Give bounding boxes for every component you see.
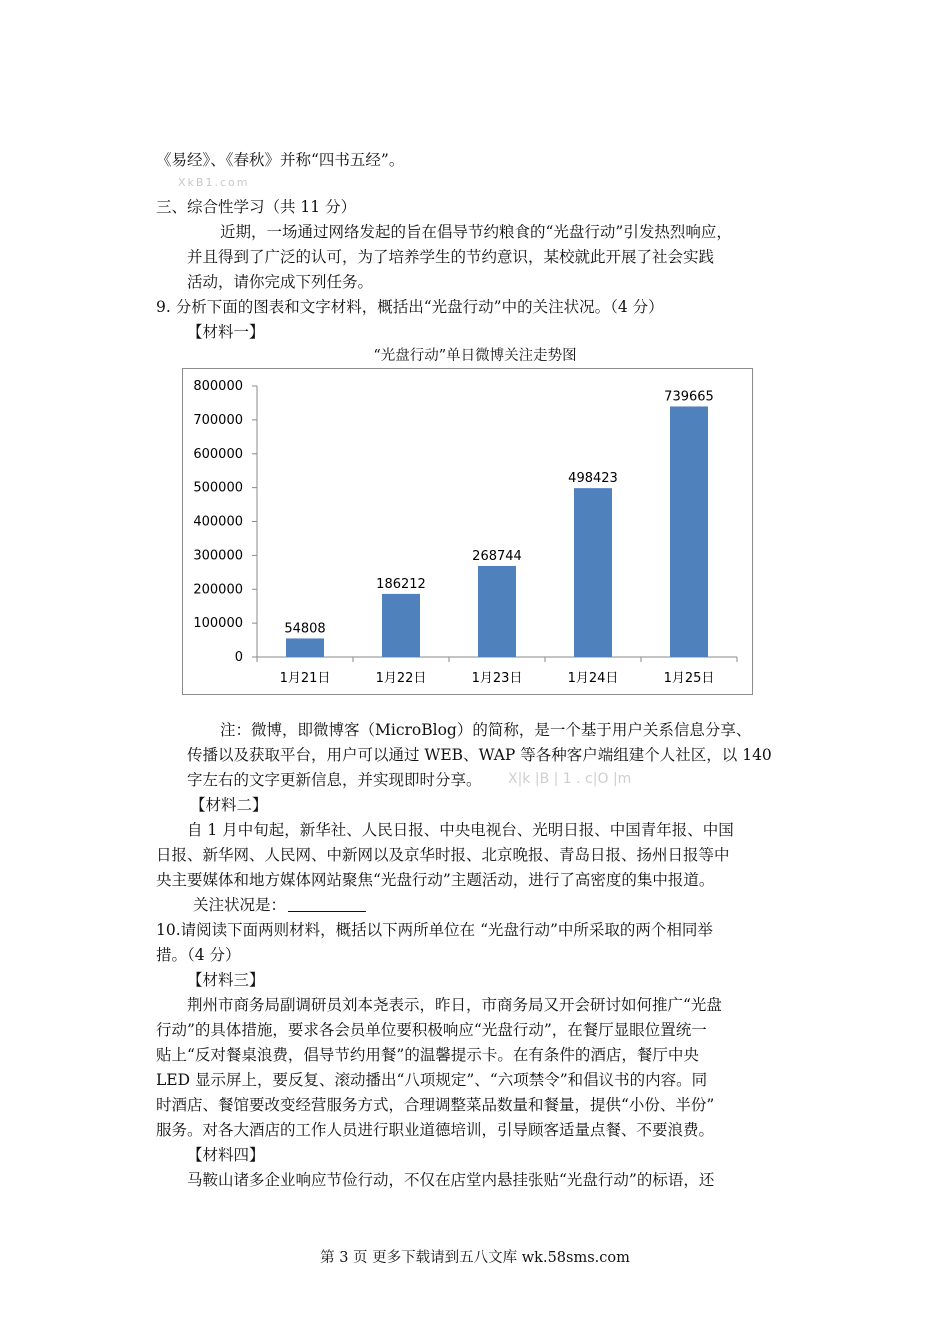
y-tick-label: 200000	[193, 582, 243, 598]
paragraph-line: 服务。对各大酒店的工作人员进行职业道德培训，引导顾客适量点餐、不要浪费。	[156, 1121, 715, 1139]
y-tick-label: 400000	[193, 514, 243, 530]
question-10-cont: 措。（4 分）	[156, 946, 241, 964]
data-label: 498423	[568, 471, 618, 487]
x-tick-label: 1月22日	[375, 671, 427, 686]
material-label: 【材料一】	[187, 323, 265, 341]
material-label: 【材料三】	[187, 971, 265, 989]
question-10: 10.请阅读下面两则材料，概括以下两所单位在 “光盘行动”中所采取的两个相同举	[156, 921, 713, 939]
note-line: 传播以及获取平台，用户可以通过 WEB、WAP 等各种客户端组建个人社区，以 140	[187, 746, 772, 764]
x-tick-label: 1月21日	[279, 671, 331, 686]
bar	[478, 566, 516, 657]
y-tick-label: 700000	[193, 412, 243, 428]
page-footer: 第 3 页 更多下载请到五八文库 wk.58sms.com	[320, 1250, 630, 1266]
y-tick-label: 300000	[193, 548, 243, 564]
paragraph-line: 并且得到了广泛的认可，为了培养学生的节约意识，某校就此开展了社会实践	[187, 248, 715, 266]
bar	[382, 594, 420, 657]
y-tick-label: 800000	[193, 379, 243, 394]
material-label: 【材料二】	[190, 796, 268, 814]
note-line: 注：微博，即微博客（MicroBlog）的简称，是一个基于用户关系信息分享、	[220, 721, 752, 739]
paragraph-line: 央主要媒体和地方媒体网站聚焦“光盘行动”主题活动，进行了高密度的集中报道。	[156, 871, 715, 889]
text-line: 《易经》、《春秋》并称“四书五经”。	[156, 151, 405, 169]
data-label: 739665	[664, 389, 714, 405]
paragraph-line: 日报、新华网、人民网、中新网以及京华时报、北京晚报、青岛日报、扬州日报等中	[156, 846, 730, 864]
paragraph-line: 时酒店、餐馆要改变经营服务方式，合理调整菜品数量和餐量，提供“小份、半份”	[156, 1096, 715, 1114]
watermark: X|k |B | 1 . c|O |m	[508, 771, 632, 787]
bar	[286, 638, 324, 657]
answer-blank[interactable]	[288, 897, 366, 912]
paragraph-line: LED 显示屏上，要反复、滚动播出“八项规定”、“六项禁令”和倡议书的内容。同	[156, 1071, 708, 1089]
paragraph-line: 近期，一场通过网络发起的旨在倡导节约粮食的“光盘行动”引发热烈响应，	[220, 223, 732, 241]
y-tick-label: 100000	[193, 616, 243, 632]
paragraph-line: 贴上“反对餐桌浪费，倡导节约用餐”的温馨提示卡。在有条件的酒店，餐厅中央	[156, 1046, 699, 1064]
paragraph-line: 活动，请你完成下列任务。	[187, 273, 374, 291]
answer-prompt-label: 关注状况是：	[193, 896, 287, 914]
paragraph-line: 马鞍山诸多企业响应节俭行动，不仅在店堂内悬挂张贴“光盘行动”的标语，还	[187, 1171, 715, 1189]
note-line: 字左右的文字更新信息，并实现即时分享。	[187, 771, 482, 789]
x-tick-label: 1月24日	[567, 671, 619, 686]
data-label: 186212	[376, 576, 426, 592]
answer-prompt	[193, 895, 366, 915]
section-heading: 三、综合性学习（共 11 分）	[156, 198, 357, 216]
y-tick-label: 500000	[193, 480, 243, 496]
paragraph-line: 荆州市商务局副调研员刘本尧表示，昨日，市商务局又开会研讨如何推广“光盘	[187, 996, 722, 1014]
data-label: 268744	[472, 548, 522, 564]
y-tick-label: 0	[234, 650, 243, 665]
material-label: 【材料四】	[187, 1146, 265, 1164]
watermark: XkB1.com	[178, 176, 250, 189]
bar-chart	[182, 368, 753, 695]
paragraph-line: 行动”的具体措施，要求各会员单位要积极响应“光盘行动”，在餐厅显眼位置统一	[156, 1021, 707, 1039]
x-tick-label: 1月25日	[663, 671, 715, 686]
data-label: 54808	[284, 621, 326, 637]
paragraph-line: 自 1 月中旬起，新华社、人民日报、中央电视台、光明日报、中国青年报、中国	[187, 821, 734, 839]
bar	[574, 488, 612, 657]
bar	[670, 406, 708, 657]
chart-title: “光盘行动”单日微博关注走势图	[373, 348, 577, 364]
y-tick-label: 600000	[193, 446, 243, 462]
question-9: 9. 分析下面的图表和文字材料，概括出“光盘行动”中的关注状况。（4 分）	[156, 298, 664, 316]
x-tick-label: 1月23日	[471, 671, 523, 686]
